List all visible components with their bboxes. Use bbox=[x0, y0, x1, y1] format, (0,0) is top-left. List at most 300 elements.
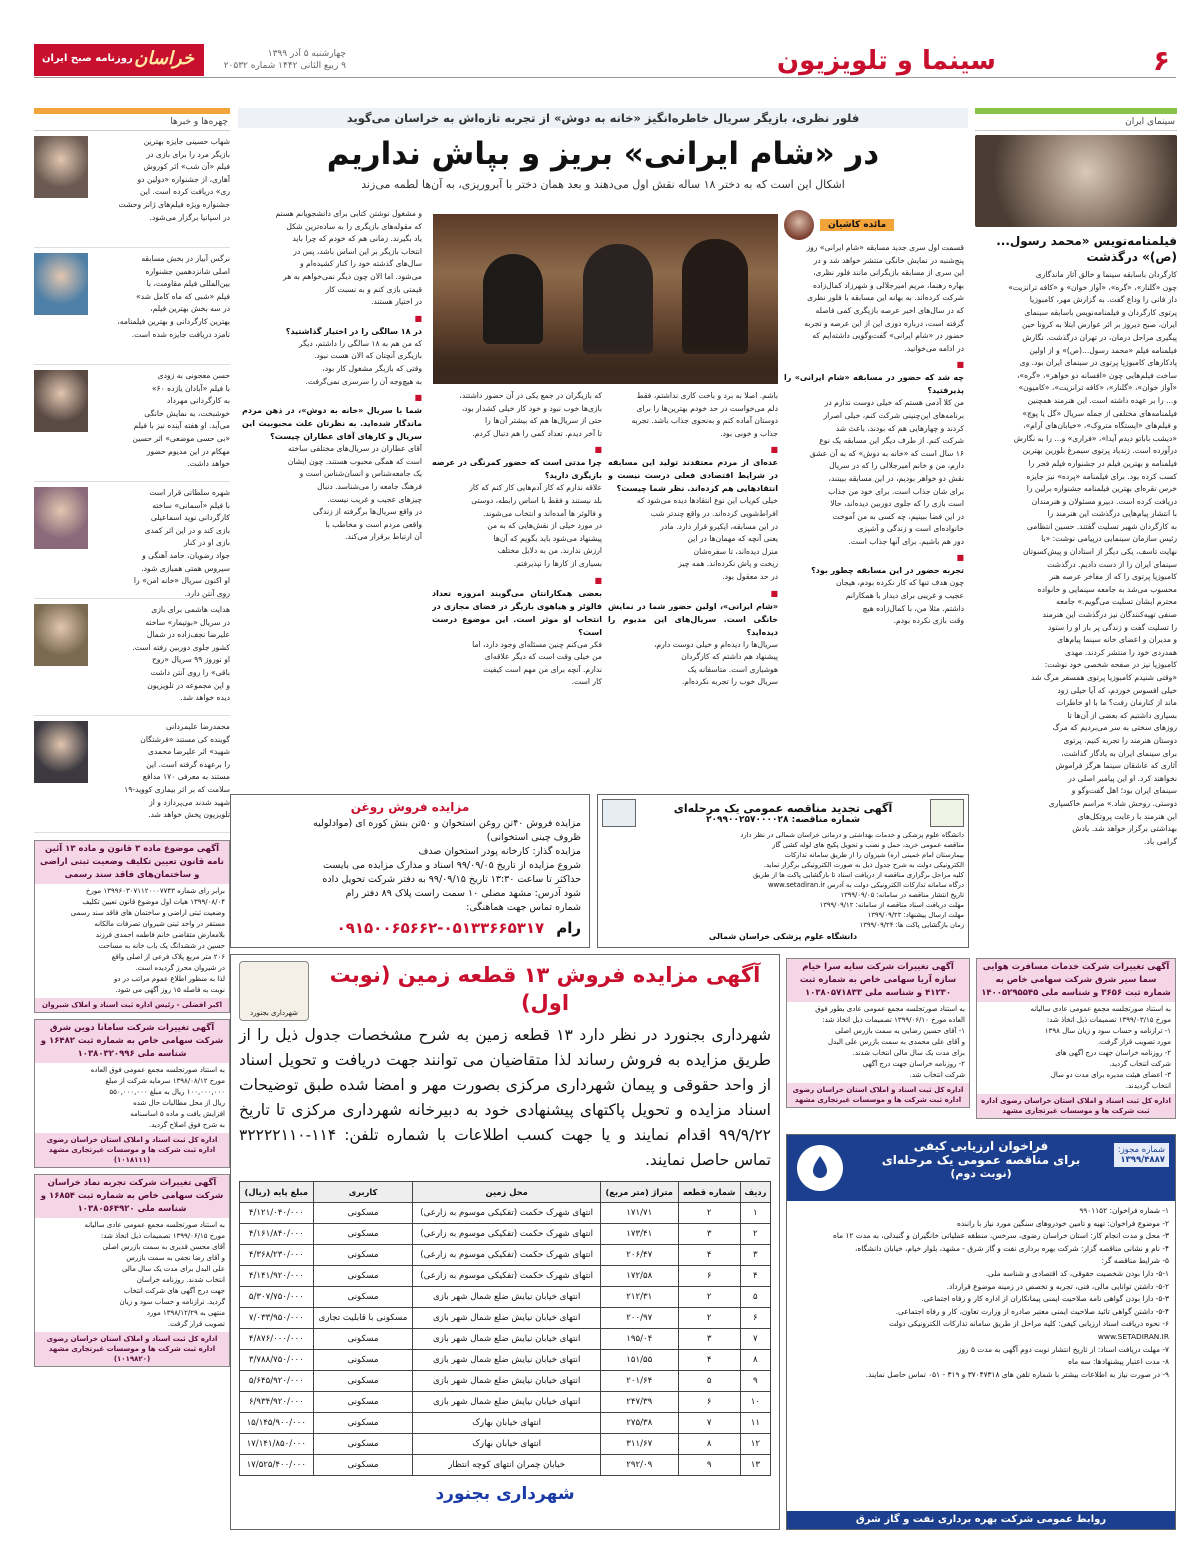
left-column-label: چهره‌ها و خبرها bbox=[34, 114, 230, 131]
answer-line: در مورد خیلی از نقش‌هایی که به من bbox=[487, 521, 602, 531]
answer-line: تا آخر دیدم. تعداد کمی را هم دنبال کردم. bbox=[472, 428, 602, 438]
obituary-line: بسیاری داشتیم که بعضی از آن‌ها تا bbox=[1067, 710, 1177, 720]
oil-tender-title-2: برای مناقصه عمومی یک مرحله‌ای bbox=[881, 1153, 1081, 1167]
notice-line: تصویب قرار گرفت. bbox=[167, 1320, 225, 1328]
question-7: در ۱۸ سالگی را در اختیار گذاشتید؟ bbox=[285, 326, 422, 336]
notice-line: العاده مورخ ۱۳۹۹/۰۶/۱۰ تصمیمات ذیل اتخاذ شد: bbox=[822, 1016, 965, 1024]
land-table-cell: ۴ bbox=[678, 1350, 740, 1371]
news-brief-line: به کارگردانی مهرداد bbox=[167, 396, 230, 406]
oil-tender-number: ۱۳۹۹/۴۸۸۷ bbox=[1120, 1155, 1165, 1165]
page-number: ۶ bbox=[1152, 44, 1170, 77]
auction-line: مزایده فروش ۴۰تن روغن استخوان و ۵۰تن بنش کوره ای (موادلولیه bbox=[313, 818, 581, 829]
obituary-line: خرس نقره‌ای بهترین فیلمنامه جشنواره برلین را bbox=[1026, 484, 1177, 494]
small-notice-ad[interactable] bbox=[976, 958, 1176, 1119]
land-table-cell: انتهای خیابان بهارک bbox=[413, 1434, 601, 1455]
news-brief-item[interactable] bbox=[34, 136, 230, 248]
notice-line: گردید. ترازنامه و حساب سود و زیان bbox=[119, 1298, 225, 1306]
news-brief-line: سیروس همتی همبازی شود. bbox=[141, 563, 230, 573]
news-brief-line: جواد رضویان، حامد آهنگی و bbox=[142, 550, 230, 560]
photo-figure-left bbox=[483, 254, 543, 344]
tender-line: تاریخ انتشار مناقصه در سامانه: ۱۳۹۹/۰۹/۰۵ bbox=[840, 891, 964, 899]
answer-line: چیزهای عجیب و غریب نیست. bbox=[327, 494, 422, 504]
ad-edu-tender[interactable] bbox=[597, 794, 969, 948]
small-ads-left bbox=[34, 840, 230, 1530]
news-brief-line: خواهد داشت. bbox=[187, 459, 230, 469]
edu-tender-logo bbox=[930, 799, 964, 827]
land-table-cell: ۳/۷۸۸/۷۵۰/۰۰۰ bbox=[240, 1350, 314, 1371]
notice-body bbox=[977, 1002, 1175, 1094]
land-table-cell: ۸ bbox=[740, 1350, 770, 1371]
tender-line: مناقصه عمومی خرید، حمل و نصب و تحویل پکیج های لوله کشی گاز bbox=[772, 841, 964, 849]
oil-auction-phone[interactable]: ۰۹۱۵۰۰۶۵۶۶۲-۰۵۱۳۳۶۶۵۳۱۷ bbox=[336, 919, 545, 937]
news-brief-line: او نوروز ۹۹ سریال «روح bbox=[151, 655, 230, 665]
land-auction-body: شهرداری بجنورد در نظر دارد ۱۳ قطعه زمین به شرح مشخصات جدول ذیل را از طریق مزایده به فروش رساند لذا متقاضیان می توانند جهت دریافت و تحویل اسناد از واحد حقوقی و پیمان شهرداری مرکزی بصورت مهر و امضا شده طبق توضیحات اسناد مزایده و تحویل پاکتهای پیشنهادی خود به دبیرخانه شهرداری مرکزی تا تاریخ ۹۹/۹/۲۲ اقدام نمایند و یا جهت کسب اطلاعات با شماره تلفن: ۱۱۴-۳۲۲۲۲۱۱۰ تماس حاصل نمایند. bbox=[239, 1026, 771, 1169]
news-brief-line: علیرضا نجف‌زاده در شمال bbox=[146, 630, 230, 640]
land-table-row bbox=[240, 1266, 771, 1287]
oil-tender-number-block bbox=[1114, 1143, 1169, 1167]
land-table-cell: ۵/۳۰۷/۷۵۰/۰۰۰ bbox=[240, 1287, 314, 1308]
notice-line: مستقر در واحد ثبتی شیروان تصرفات مالکانه bbox=[94, 920, 225, 928]
tender-line: ۵-۲- داشتن توانایی مالی، فنی، تجربه و تخصص در زمینه موضوع قرارداد. bbox=[946, 1281, 1169, 1291]
obituary-line: سینمای ایران را از دست دادیم. درگذشت bbox=[1047, 559, 1177, 569]
land-table-cell: انتهای شهرک حکمت (تفکیکی موسوم به زارعی) bbox=[413, 1245, 601, 1266]
obituary-line: فیلمنامه‌های مختلفی از جمله سریال «گل یا پوچ» bbox=[1022, 408, 1177, 418]
section-title: سینما و تلویزیون bbox=[776, 46, 996, 76]
tender-line: کلیه مراحل برگزاری مناقصه از دریافت اسناد تا بازگشایی پاکت ها از طریق bbox=[752, 871, 964, 879]
answer-line: سریال خوب را تجربه نکرده‌ام. bbox=[681, 677, 778, 687]
news-brief-item[interactable] bbox=[34, 370, 230, 482]
land-table-cell: مسکونی bbox=[313, 1455, 413, 1476]
auction-line: شماره تماس جهت هماهنگی: bbox=[466, 902, 581, 913]
land-table-cell: ۲ bbox=[678, 1203, 740, 1224]
land-table-cell: مسکونی bbox=[313, 1413, 413, 1434]
oil-tender-banner bbox=[787, 1135, 1175, 1201]
obituary-line: این هنرمند با رعایت پروتکل‌های bbox=[1077, 811, 1177, 821]
obituary-line: فیلمنامه فیلم «محمد رسول...(ص)» و از اولین bbox=[1029, 345, 1177, 355]
obituary-line: ایران، صبح دیروز بر اثر عوارض ابتلا به کرونا حین bbox=[1022, 320, 1177, 330]
feature-title: در «شام ایرانی» بریز و بپاش نداریم bbox=[326, 136, 880, 172]
land-table-cell: ۳ bbox=[740, 1245, 770, 1266]
auction-line: حداکثر تا ساعت ۱۳:۳۰ تاریخ ۹۹/۰۹/۱۵ به دفتر شرکت تحویل داده bbox=[322, 874, 581, 885]
tender-line: مهلت دریافت اسناد مناقصه از سامانه: ۱۳۹۹/۰۹/۱۲ bbox=[819, 901, 964, 909]
notice-line: حسین در ششدانگ یک باب خانه به مساحت bbox=[98, 942, 225, 950]
obituary-line: نهایت تاسف، یکی دیگر از استادان و پیش‌کسوتان bbox=[1022, 547, 1177, 557]
land-table-cell: مسکونی bbox=[313, 1287, 413, 1308]
news-brief-photo bbox=[34, 253, 88, 315]
notice-line: مورخ ۱۳۹۸/۰۸/۱۲ سرمایه شرکت از مبلغ bbox=[105, 1077, 225, 1085]
notice-line: لذا به منظور اطلاع عموم مراتب در دو bbox=[113, 975, 225, 983]
answer-line: می‌شود. اما الان چون دیگر نمی‌خواهم به هر bbox=[283, 271, 422, 281]
feature-col-b: باشم. اصلا به برد و باخت کاری نداشتم، فقط دلم می‌خواست در حد خودم بهترین‌ها را برای دوستان آماده کنم و به‌نحوی جذاب باشد. تجربه جذاب و خوبی بود. ■ عده‌ای از مردم معتقدند تولید این مسابقه در شرایط اقتصادی فعلی درست نیست و انتقادهایی هم کرده‌اند. نظر شما چیست؟ خیلی کم‌یاب این نوع انتقادها دیده می‌شود که افراط‌شویی کرده‌اند. در واقع چندتر شب در این مسابقه، ایکیرو قرار دارد. مادر یعنی آنچه که مهمان‌ها در این منزل دیده‌اند، تا سفره‌شان ریخت و پاش نکرده‌اند. همه چیز در حد معقول بود. ■ «شام ایرانی»، اولین حضور شما در نمایش خانگی است. سریال‌های این مدیوم را دیده‌اید؟ سریال‌ها را دیده‌ام و خیلی دوست دارم، پیشنهاد هم داشتم که کارگردان هوشیاری است. متاسفانه یک سریال خوب را تجربه نکرده‌ام. bbox=[608, 390, 778, 770]
notice-line: به استناد صورتجلسه مجمع عمومی عادی سالیانه bbox=[84, 1221, 225, 1229]
answer-line: که بازیگران در جمع یکی در آن حضور داشتند، bbox=[459, 391, 602, 400]
tender-line: ۵-۱- دارا بودن شخصیت حقوقی، کد اقتصادی و شناسه ملی. bbox=[985, 1268, 1169, 1278]
news-brief-line: اصلی شانزدهمین جشنواره bbox=[145, 266, 230, 276]
notice-title: آگهی تغییرات شرکت سامانا دوین شرق شرکت سهامی خاص به شماره ثبت ۱۶۴۸۲ و شناسه ملی ۱۰۳۸۰۳۲۰۹۹۶ bbox=[35, 1020, 229, 1063]
news-brief-line: شهید» اثر علیرضا محمدی bbox=[147, 747, 230, 757]
tender-line: ۴- نام و نشانی مناقصه گزار: شرکت بهره برداری نفت و گاز شرق - مشهد، بلوار خیام، خیابان دانشگاه، bbox=[854, 1243, 1169, 1253]
obituary-line: روزهای سختی به سر می‌بردیم که مرگ bbox=[1052, 723, 1177, 733]
news-brief-line: او اکنون سریال «خانه امن» را bbox=[133, 576, 230, 586]
obituary-line: آثاری که عاشقان سینما هرگز فراموش bbox=[1055, 761, 1177, 771]
news-brief-line: بازی او در کنار bbox=[184, 538, 230, 548]
notice-line: به شرح فوق اصلاح گردید. bbox=[149, 1121, 225, 1129]
land-table-cell: ۴/۱۶۱/۸۴۰/۰۰۰ bbox=[240, 1224, 314, 1245]
paper-brand: خراسان bbox=[134, 48, 194, 69]
answer-line: حتی از سریال‌ها هم که بیشتر آن‌ها را bbox=[485, 416, 602, 426]
notice-footer: اداره کل ثبت اسناد و املاک استان خراسان رضوی اداره ثبت شرکت ها و موسسات غیرتجاری مشهد bbox=[787, 1083, 969, 1107]
news-brief-item[interactable] bbox=[34, 253, 230, 365]
land-table-cell: انتهای خیابان بهارک bbox=[413, 1413, 601, 1434]
news-brief-item[interactable] bbox=[34, 721, 230, 833]
tender-line: ۷- مهلت دریافت اسناد: از تاریخ انتشار نوبت دوم آگهی به مدت ۵ روز bbox=[957, 1344, 1169, 1354]
paper-tagline: روزنامه صبح ایران bbox=[42, 53, 133, 64]
news-brief-line: شهاب حسینی جایزه بهترین bbox=[143, 137, 230, 146]
answer-line: دارم، من و خانم امیرجلالی را که در سریال bbox=[829, 461, 964, 471]
answer-line: خانواده‌ای است و زندگی و آشپزی bbox=[857, 524, 964, 534]
news-brief-line: ری» دریافت کرده است. این bbox=[140, 187, 230, 197]
obituary-line: کامبوزیا پرتوی را که از مفاخر عرصه هنر bbox=[1049, 572, 1177, 582]
answer-line: قیمتی بازی کنم و به نسبت کار bbox=[325, 284, 422, 294]
obituary-line: فیلمنامه و بهترین فیلم در جشنواره فیلم فجر را bbox=[1028, 458, 1177, 468]
obituary-line: دوستان هنرمند را تجربه کنیم. پرتوی bbox=[1063, 735, 1177, 745]
land-table-cell: ۳ bbox=[678, 1329, 740, 1350]
answer-line: در این مسابقه، ایکیرو قرار دارد. مادر bbox=[660, 521, 778, 531]
news-brief-item[interactable] bbox=[34, 604, 230, 716]
notice-line: و آقای علی محمدی به سمت بازرس علی البدل bbox=[827, 1038, 965, 1046]
notice-title: آگهی تغییرات شرکت خدمات مسافرت هوایی سما سیر شرق شرکت سهامی خاص به شماره ثبت ۳۶۵۶ و شناسه ملی ۱۴۰۰۵۲۹۵۵۴۵ bbox=[977, 959, 1175, 1002]
author-name: مائده کاشیان bbox=[820, 219, 894, 231]
column-label: سینمای ایران bbox=[975, 114, 1177, 131]
answer-line: بلد نیستند و فقط با اساس رابطه، دوستی bbox=[471, 495, 602, 505]
news-brief-line: روی آنتن دارد. bbox=[184, 588, 230, 598]
obituary-line: بهداشتی برگزار خواهد شد. یادش bbox=[1072, 824, 1177, 834]
obituary-line: کامبوزیا نیز در صفحه شخصی خود نوشت: bbox=[1044, 660, 1177, 670]
land-table-header-cell: شماره قطعه bbox=[678, 1182, 740, 1203]
oil-tender-body bbox=[787, 1201, 1175, 1385]
news-brief-line: بهترین کارگردانی و بهترین فیلمنامه، bbox=[117, 316, 230, 326]
obituary-line: خیلی افسوس خوردم، که آیا خیلی زود bbox=[1057, 685, 1177, 695]
land-table-row bbox=[240, 1224, 771, 1245]
news-brief-photo bbox=[34, 136, 88, 198]
land-table-cell: ۲ bbox=[678, 1287, 740, 1308]
land-table-cell: ۱۷۲/۵۸ bbox=[600, 1266, 678, 1287]
land-table-cell: مسکونی bbox=[313, 1434, 413, 1455]
land-table-cell: ۱۷/۱۴۱/۸۵۰/۰۰۰ bbox=[240, 1434, 314, 1455]
land-table-row bbox=[240, 1308, 771, 1329]
notice-line: جهت درج آگهی های شرکت انتخاب bbox=[123, 1287, 225, 1295]
news-brief-line: در سریال «بوتیمار» ساخته bbox=[145, 617, 230, 627]
news-brief-line: بازی کند و در این اثر کمدی bbox=[144, 525, 230, 535]
land-table-cell: انتهای خیابان نیایش ضلع شمال شهر بازی bbox=[413, 1287, 601, 1308]
land-table-cell: ۴/۱۲۱/۰۴۰/۰۰۰ bbox=[240, 1203, 314, 1224]
land-table-cell: ۱۳ bbox=[740, 1455, 770, 1476]
photo-figure-right bbox=[682, 239, 748, 354]
obituary-line: محترم ایشان تسلیت می‌گویم.» جامعه bbox=[1056, 597, 1177, 607]
obituary-line: صنفی تهیه‌کنندگان نیز درگذشت این هنرمند bbox=[1042, 610, 1177, 620]
answer-line: پیشنهاد می‌شود باید بگویم که آن‌ها bbox=[493, 533, 602, 543]
answer-line: عجیب و غریبی برای دیدار با همکارانم bbox=[845, 591, 964, 601]
answer-line: آقای عطاران در سریال‌های مختلفی ساخته bbox=[288, 444, 422, 454]
land-table-row bbox=[240, 1392, 771, 1413]
answer-line: که من هم به ۱۸ سالگی را داشتم، دیگر bbox=[298, 338, 422, 348]
news-brief-line: تلویزیون پخش خواهد شد. bbox=[148, 810, 230, 820]
news-brief-line: محمدرضا علیمردانی bbox=[165, 722, 230, 731]
news-brief-text bbox=[93, 136, 230, 247]
edu-tender-number: شماره مناقصه: ۲۰۹۹۰۰۲۵۷۰۰۰۰۲۸ bbox=[706, 814, 860, 825]
land-table-header-row bbox=[240, 1182, 771, 1203]
tender-line: www.SETADIRAN.IR bbox=[1097, 1331, 1169, 1341]
answer-line: آن ارتباط برقرار می‌کند. bbox=[344, 532, 422, 542]
ad-oil-auction[interactable] bbox=[230, 794, 590, 948]
notice-line: بلامعارض متقاضی خانم فاطمه احمدی فرزند bbox=[95, 931, 225, 939]
obituary-line: «وقتی شنیدم کامبوزیا پرتوی همسفر مرگ شد bbox=[1031, 673, 1177, 682]
notice-line: ۱- آقای حسین رضایی به سمت بازرس اصلی bbox=[835, 1027, 965, 1035]
notice-line: ۳- اعضای هیئت مدیره برای مدت دو سال bbox=[1050, 1071, 1171, 1079]
land-table-cell: ۱۷۳/۴۱ bbox=[600, 1224, 678, 1245]
answer-line: دوستان آماده کنم و به‌نحوی جذاب باشد. تجربه bbox=[631, 416, 778, 426]
notice-title: آگهی تغییرات شرکت سایه سرا خیام سازه آریا سهامی خاص به شماره ثبت ۴۱۲۳۰ و شناسه ملی ۱۰۳۸۰۵۷۱۸۳۳ bbox=[787, 959, 969, 1002]
answer-line: در واقع سریال‌ها برگرفته از زندگی bbox=[313, 507, 422, 517]
answer-line: افراط‌شویی کرده‌اند. در واقع چندتر شب bbox=[650, 508, 778, 518]
small-notice-ad[interactable] bbox=[786, 958, 970, 1108]
obituary-line: همدردی خود را منتشر کردند. مهدی bbox=[1064, 647, 1177, 657]
answer-line: ارزش ندارند. من به دلایل مختلف bbox=[497, 546, 602, 556]
land-table-cell: ۱ bbox=[740, 1203, 770, 1224]
land-table-cell: مسکونی bbox=[313, 1224, 413, 1245]
notice-line: به استناد صورتجلسه مجمع عمومی عادی بطور فوق bbox=[815, 1005, 965, 1013]
land-table-cell: انتهای خیابان نیایش ضلع شمال شهر بازی bbox=[413, 1329, 601, 1350]
ad-land-auction[interactable] bbox=[230, 954, 780, 1530]
land-table-cell: مسکونی bbox=[313, 1266, 413, 1287]
tender-line: دانشگاه علوم پزشکی و خدمات بهداشتی و درمانی خراسان شمالی در نظر دارد bbox=[740, 831, 964, 839]
land-table-cell: ۴/۸۷۶/۰۰۰/۰۰۰ bbox=[240, 1329, 314, 1350]
land-table-cell: ۵ bbox=[678, 1371, 740, 1392]
news-brief-line: دیده خواهد شد. bbox=[180, 693, 230, 703]
notice-line: برابر رای شماره ۱۳۹۹۶۰۳۰۷۱۱۲۰۰۰۷۷۴۳ مورخ bbox=[85, 887, 225, 895]
answer-line: کردند و چهارهایی هم که بودند، باعث شد bbox=[835, 423, 964, 433]
intro-line: پنج‌شنبه در نمایش خانگی منتشر خواهد شد و در bbox=[813, 255, 964, 265]
news-brief-text bbox=[93, 604, 230, 715]
portrait-photo bbox=[975, 135, 1177, 227]
auction-line: ظروف چینی استخوانی) bbox=[486, 832, 581, 843]
news-brief-line: کشور جلوی دوربین رفته است. bbox=[132, 642, 230, 652]
nioc-logo bbox=[797, 1145, 843, 1191]
news-brief-list bbox=[34, 136, 230, 833]
question-5: چرا مدتی است که حضور کمرنگی در عرصه بازیگری دارید؟ bbox=[432, 458, 602, 481]
land-table-header-cell: محل زمین bbox=[413, 1182, 601, 1203]
land-table-cell: ۷ bbox=[740, 1329, 770, 1350]
land-table-cell: انتهای خیابان نیایش ضلع شمال شهر بازی bbox=[413, 1392, 601, 1413]
land-table-row bbox=[240, 1371, 771, 1392]
tender-line: ۵-۳- دارا بودن گواهی نامه صلاحیت ایمنی پیمانکاران از اداره کار و رفاه اجتماعی. bbox=[921, 1294, 1169, 1304]
news-brief-line: در سه بخش بهترین فیلم، bbox=[150, 304, 230, 314]
notice-body bbox=[35, 1063, 229, 1133]
notice-footer: اداره کل ثبت اسناد و املاک استان خراسان رضوی اداره ثبت شرکت ها و موسسات غیرتجاری مشهد (۱۰۱۸۱۱۱) bbox=[35, 1133, 229, 1167]
answer-line: ریخت و پاش نکرده‌اند. همه چیز bbox=[678, 559, 778, 569]
news-brief-line: فیلم «آن شب» اثر کوروش bbox=[143, 162, 230, 172]
news-brief-line: کارگردانی نوید اسماعیلی bbox=[150, 513, 230, 523]
answer-line: یعنی آنچه که مهمان‌ها در این bbox=[687, 534, 778, 544]
notice-line: وضعیت ثبتی اراضی و ساختمان های فاقد سند رسمی bbox=[70, 909, 225, 917]
tender-line: ۵-۴- داشتن گواهی تائید صلاحیت ایمنی معتبر صادره از وزارت تعاون، کار و رفاه اجتماعی. bbox=[895, 1306, 1169, 1316]
notice-line: آقای محسن قدیری به سمت بازرس اصلی bbox=[102, 1243, 225, 1251]
intro-line: شرکت کرده‌اند. به بهانه این مسابقه با فلور نظری bbox=[807, 293, 964, 303]
land-table-cell: انتهای شهرک حکمت (تفکیکی موسوم به زارعی) bbox=[413, 1224, 601, 1245]
answer-line: به هیچ‌وجه آن را سرسری نمی‌گرفت. bbox=[305, 376, 422, 386]
obituary-line: درآورده است. زندیاد پرتوی سیمرغ بلورین بهترین bbox=[1022, 446, 1177, 456]
answer-line: کار است. bbox=[571, 677, 602, 687]
land-auction-table bbox=[239, 1181, 771, 1476]
edu-tender-footer: دانشگاه علوم پزشکی خراسان شمالی bbox=[708, 932, 858, 941]
paper-brand-block[interactable] bbox=[34, 44, 204, 76]
news-brief-line: شهره سلطانی قرار است bbox=[149, 488, 230, 497]
question-2: تجربه حضور در این مسابقه چطور بود؟ bbox=[811, 566, 964, 576]
notice-footer: اداره کل ثبت اسناد و املاک استان خراسان رضوی اداره ثبت شرکت ها و موسسات غیرتجاری مشهد bbox=[977, 1094, 1175, 1118]
answer-line: هوشیاری است. متاسفانه یک bbox=[687, 664, 778, 674]
land-table-cell: ۷ bbox=[678, 1413, 740, 1434]
intro-line: بهاره رهنما، مریم امیرجلالی و شهرزاد کمال‌زاده bbox=[813, 280, 964, 290]
answer-line: فرهنگ جامعه را می‌شناسد. دنبال bbox=[317, 481, 422, 491]
notice-line: ۱۳۹۹/۰۸/۰۴ هیات اول موضوع قانون تعیین تکلیف bbox=[82, 898, 225, 906]
answer-line: سال‌های گذشته خود را کنار کشیده‌ام و bbox=[299, 259, 422, 269]
land-table-cell: ۴ bbox=[740, 1266, 770, 1287]
news-brief-line: شهید شدند می‌پردازد و از bbox=[149, 797, 230, 807]
obituary-line: کسب کرده بود. برای فیلمنامه «پرده» نیز جایزه bbox=[1026, 471, 1177, 481]
news-brief-item[interactable] bbox=[34, 487, 230, 599]
answer-line: من خیلی وقت است که دیگر علاقه‌ای bbox=[484, 652, 602, 662]
answer-line: علاقه ندارم که کار آدم‌هایی کار کنم که کار bbox=[469, 483, 602, 493]
answer-line: انتخاب بازیگر بر این اساس باشد، پس در bbox=[293, 246, 422, 256]
small-notice-ad[interactable] bbox=[34, 1019, 230, 1168]
edu-tender-body bbox=[602, 830, 964, 930]
ad-oil-gas-tender[interactable] bbox=[786, 1134, 1176, 1530]
date-persian: چهارشنبه ۵ آذر ۱۳۹۹ bbox=[267, 49, 346, 59]
news-brief-line: «بی حسی موضعی» اثر حسین bbox=[132, 433, 230, 443]
land-table-row bbox=[240, 1203, 771, 1224]
notice-line: ریال از محل مطالبات حال شده bbox=[133, 1099, 225, 1107]
notice-line: مورخ ۱۳۹۹/۰۶/۱۵ تصمیمات ذیل اتخاذ شد: bbox=[100, 1232, 225, 1240]
land-table-header-cell: متراژ (متر مربع) bbox=[600, 1182, 678, 1203]
oil-tender-title-1: فراخوان ارزیابی کیفی bbox=[913, 1139, 1049, 1153]
news-brief-line: جشنواره ویژه فیلم‌های ژانر وحشت bbox=[118, 199, 230, 209]
oil-auction-body bbox=[239, 817, 581, 915]
oil-tender-title-3: (نوبت دوم) bbox=[950, 1167, 1012, 1180]
date-issue: ۹ ربیع الثانی ۱۴۴۲ شماره ۲۰۵۳۲ bbox=[223, 61, 346, 71]
land-table-row bbox=[240, 1287, 771, 1308]
land-table-row bbox=[240, 1434, 771, 1455]
tender-line: ۲- موضوع فراخوان: تهیه و تامین خودروهای سنگین مورد نیاز با راننده bbox=[957, 1218, 1169, 1228]
notice-line: علی البدل برای مدت یک سال مالی bbox=[121, 1265, 225, 1273]
land-table-cell: مسکونی bbox=[313, 1329, 413, 1350]
feature-lead: اشکال این است که به دختر ۱۸ ساله نقش اول می‌دهند و بعد همان دختر با آبروریزی، به آن‌ها لطمه می‌زند bbox=[361, 178, 845, 191]
land-table-cell: ۶/۹۳۴/۹۲۰/۰۰۰ bbox=[240, 1392, 314, 1413]
news-brief-line: خوشبخت، به نمایش خانگی bbox=[144, 408, 230, 418]
question-8: شما با سریال «خانه به دوش»، در ذهن مردم ماندگار شده‌اید. به نظرتان علت محبوبیت این سریال و کارهای آقای عطاران چیست؟ bbox=[242, 406, 422, 442]
land-table-cell: ۵ bbox=[740, 1287, 770, 1308]
land-table-cell: مسکونی bbox=[313, 1203, 413, 1224]
date-line bbox=[196, 48, 346, 72]
question-1: چه شد که حضور در مسابقه «شام ایرانی» را پذیرفتید؟ bbox=[784, 373, 964, 396]
obituary-line: محسوب می‌شد به جامعه سینمایی و خانواده bbox=[1037, 584, 1177, 594]
news-brief-line: هدایت هاشمی برای بازی bbox=[151, 605, 230, 614]
land-table-cell: ۱۱ bbox=[740, 1413, 770, 1434]
intro-line: این سری از مسابقه بازیگرانی مانند فلور نظری، bbox=[813, 268, 964, 278]
land-table-cell: ۳ bbox=[678, 1224, 740, 1245]
answer-line: است که همگی محبوب هستند. چون ایشان bbox=[287, 456, 422, 466]
news-brief-line: بین‌المللی فیلم مقاومت، با bbox=[146, 279, 230, 289]
land-table-cell: مسکونی bbox=[313, 1392, 413, 1413]
land-table-cell: خیابان چمران انتهای کوچه انتظار bbox=[413, 1455, 601, 1476]
land-table-cell: انتهای شهرک حکمت (تفکیکی موسوم به زارعی) bbox=[413, 1203, 601, 1224]
land-table-cell: ۱۹۵/۰۴ bbox=[600, 1329, 678, 1350]
land-table-cell: ۴/۱۴۱/۹۲۰/۰۰۰ bbox=[240, 1266, 314, 1287]
tender-line: ۳- محل و مدت انجام کار: استان خراسان رضوی، سرخس، منطقه عملیاتی خانگیران و گنبدلی، به مدت ۱۲ ماه bbox=[833, 1231, 1169, 1241]
answer-line: پیشنهاد هم داشتم که کارگردان bbox=[681, 652, 778, 662]
news-brief-text bbox=[93, 721, 230, 832]
land-table-cell: ۱۷/۵۲۵/۴۰۰/۰۰۰ bbox=[240, 1455, 314, 1476]
land-table-cell: مسکونی bbox=[313, 1245, 413, 1266]
obituary-line: را تسلیت گفت و زندگی پر بار او را ستود bbox=[1048, 622, 1177, 632]
land-table-cell: ۲۷۵/۳۸ bbox=[600, 1413, 678, 1434]
obituary-headline: فیلمنامه‌نویس «محمد رسول...(ص)» درگذشت bbox=[996, 234, 1177, 264]
small-notice-ad[interactable] bbox=[34, 1174, 230, 1367]
auction-line: شروع مزایده از تاریخ ۹۹/۰۹/۰۵ اسناد و مدارک مزایده می بایست bbox=[323, 860, 581, 871]
obituary-line: به کارگردان شهیر تسلیت گفتند. حسین انتظامی bbox=[1026, 521, 1177, 531]
answer-line: جذاب و خوبی بود. bbox=[720, 428, 778, 438]
answer-line: داشتم. مثلا من، با کمال‌زاده هیچ bbox=[862, 603, 964, 613]
obituary-line: و مدیران و اعضای خانه سینما پیام‌های bbox=[1057, 635, 1177, 645]
answer-line: من کلا آدمی هستم که خیلی دوست ندارم در bbox=[824, 398, 964, 408]
notice-line: برای مدت یک سال مالی انتخاب شدند. bbox=[852, 1049, 965, 1057]
land-table-cell: مسکونی با قابلیت تجاری bbox=[313, 1308, 413, 1329]
answer-line: یاد بگیرند. زمانی هم که خودم که چرا باید bbox=[292, 234, 422, 244]
tender-line: ۸- مدت اعتبار پیشنهادها: سه ماه bbox=[1068, 1357, 1169, 1367]
answer-line: ندارم. آنچه برای من مهم است کیفیت bbox=[483, 664, 602, 674]
photo-table bbox=[433, 344, 778, 384]
land-table-cell: ۲۹۲/۰۹ bbox=[600, 1455, 678, 1476]
land-table-cell: ۶ bbox=[678, 1392, 740, 1413]
answer-line: و فالوئر ها آمده‌اند و انتخاب می‌شوند. bbox=[482, 508, 602, 518]
land-table-cell: ۹ bbox=[678, 1455, 740, 1476]
tender-line: الکترونیکی دولت به شرح جدول ذیل به صورت الکترونیکی برگزار نماید. bbox=[763, 861, 964, 869]
notice-line: مورد تصویب قرار گرفت. bbox=[1097, 1038, 1171, 1046]
answer-line: منزل دیده‌اند، تا سفره‌شان bbox=[693, 546, 778, 556]
land-table-cell: انتهای خیابان نیایش ضلع شمال شهر بازی bbox=[413, 1308, 601, 1329]
land-table-cell: ۱۵/۱۴۵/۹۰۰/۰۰۰ bbox=[240, 1413, 314, 1434]
land-table-header-cell: مبلغ پایه (ریال) bbox=[240, 1182, 314, 1203]
obituary-line: ساخت فیلم‌هایی چون «افسانه دو خواهر»، «گره»، bbox=[1016, 370, 1177, 380]
tender-line: ۵- شرایط مناقصه گر: bbox=[1101, 1256, 1169, 1266]
answer-line: دور هم باشیم. برای آنها جذاب است. bbox=[848, 536, 964, 546]
small-notice-ad[interactable] bbox=[34, 840, 230, 1013]
answer-line: وقت بازی نکرده بودم. bbox=[893, 616, 964, 626]
answer-line: در حد معقول بود. bbox=[722, 571, 778, 581]
notice-line: ۱- ترازنامه و حساب سود و زیان سال ۱۳۹۸ bbox=[1044, 1027, 1171, 1035]
notice-line: شرکت انتخاب گردید. bbox=[1109, 1060, 1171, 1068]
news-brief-line: باقی» را روی آنتن داشت bbox=[150, 667, 230, 677]
news-brief-photo bbox=[34, 604, 88, 666]
question-6: بعضی همکارانتان می‌گویند امروزه تعداد فالوئر و هیاهوی بازیگر در فضای مجازی در انتخاب او موثر است. این موضوع درست است؟ bbox=[432, 588, 602, 637]
news-brief-line: مهکام در این مدیوم حضور bbox=[146, 446, 230, 456]
obituary-line: رئیس سازمان سینمایی درپیامی نوشت: «با bbox=[1041, 534, 1177, 544]
news-brief-text bbox=[93, 487, 230, 598]
feature-photo bbox=[433, 214, 778, 384]
left-column bbox=[34, 108, 230, 833]
notice-line: ۲- روزنامه خراسان جهت درج آگهی bbox=[862, 1060, 965, 1068]
notice-line: افزایش یافت و ماده ۵ اساسنامه bbox=[130, 1110, 225, 1118]
obituary-line: «آواز خوان»، «گلنار»، «کافه ترانزیت»، «کامیون» bbox=[1018, 383, 1177, 393]
